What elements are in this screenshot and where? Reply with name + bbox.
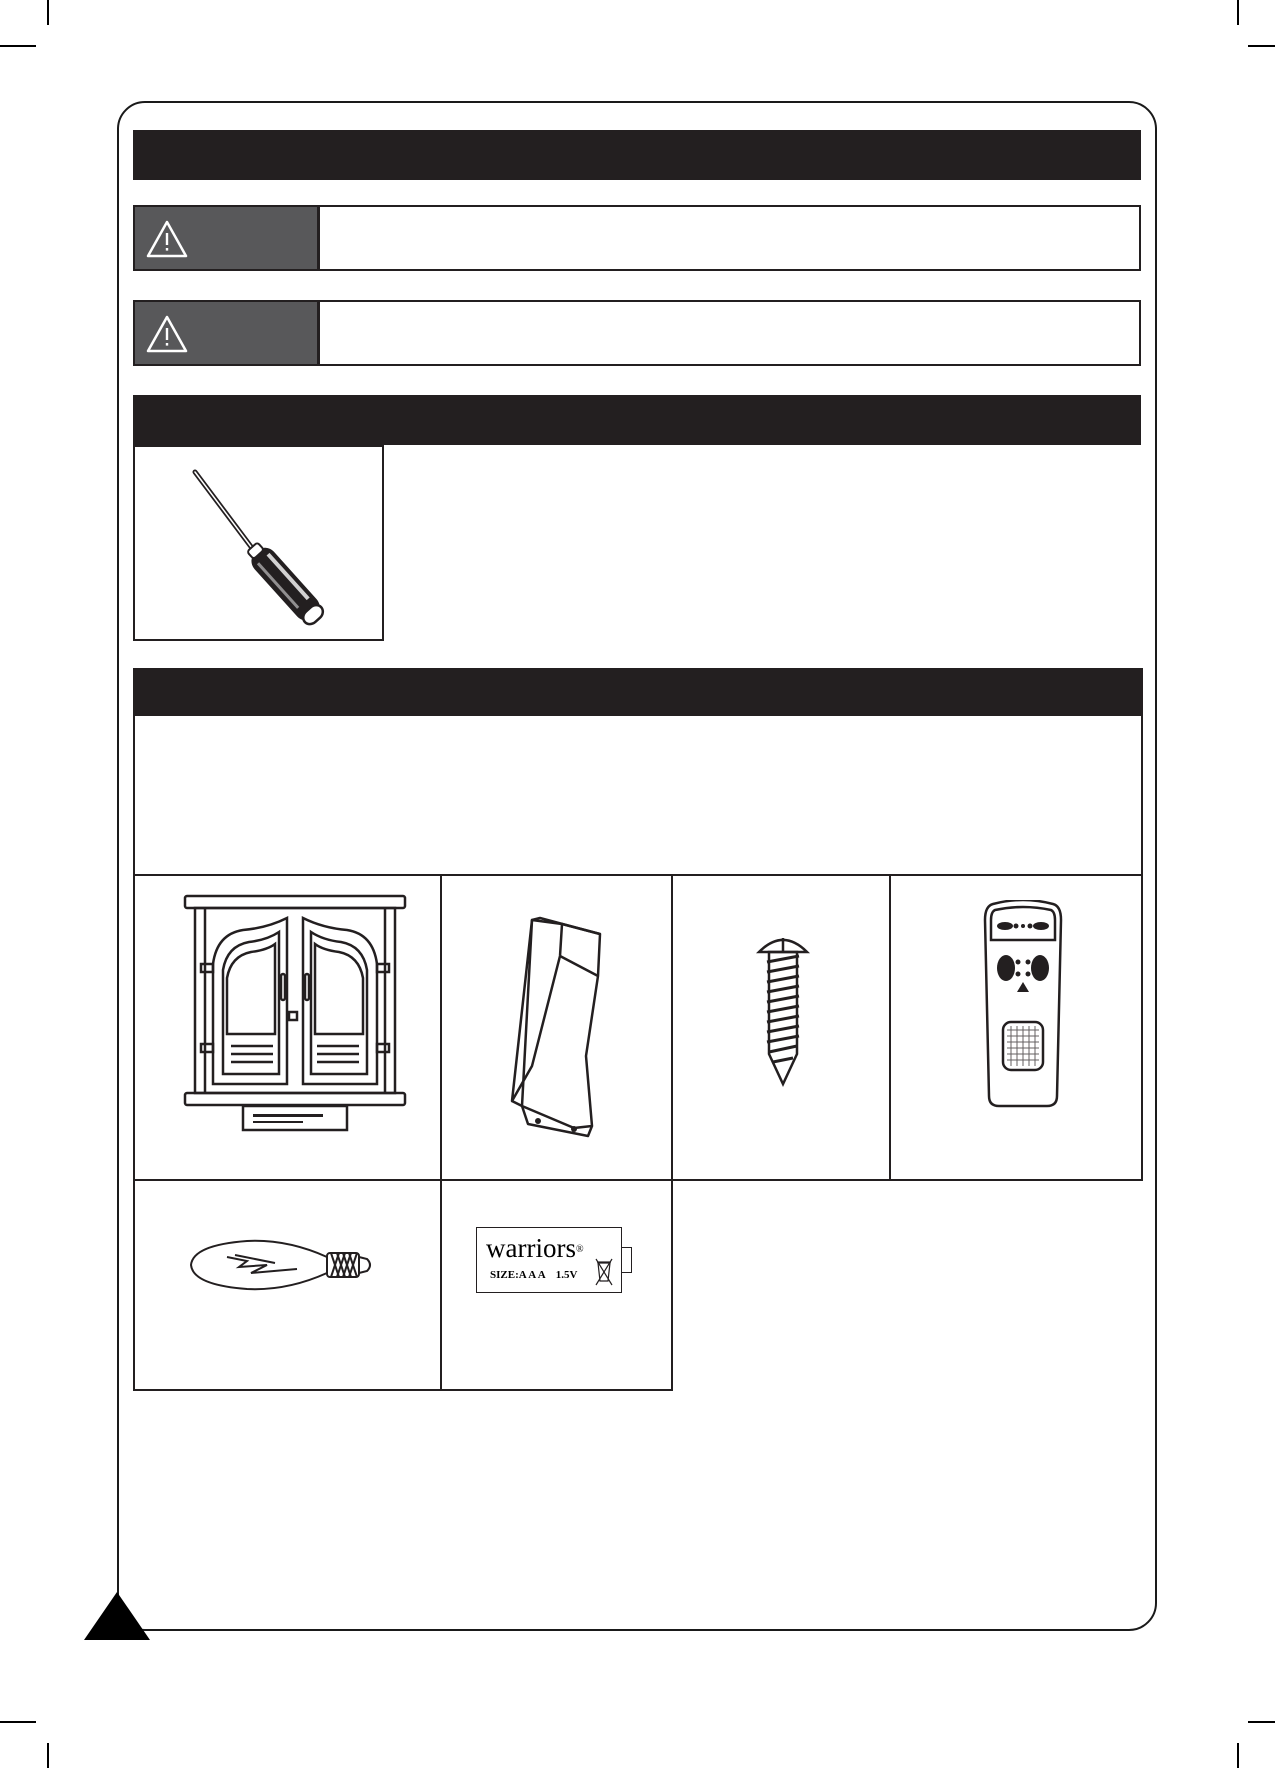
mounting-bracket-icon: [502, 916, 612, 1146]
battery-voltage: 1.5V: [555, 1269, 578, 1281]
battery-trademark: ®: [575, 1244, 584, 1255]
crop-mark: [47, 1743, 49, 1768]
battery-size: SIZE:A A A: [490, 1269, 546, 1281]
fireplace-stove-icon: [183, 894, 407, 1144]
battery-brand-name: warriors: [486, 1233, 576, 1263]
crop-mark: [1237, 0, 1239, 25]
page-corner-triangle: [82, 1590, 152, 1640]
warning-row-2: [133, 300, 1141, 366]
battery-terminal: [622, 1247, 632, 1273]
warning-row-1: [133, 205, 1141, 271]
light-bulb-icon: [187, 1233, 377, 1303]
part-cell-bulb: [133, 1179, 442, 1391]
warning-badge: [135, 207, 320, 269]
crop-mark: [1248, 45, 1275, 47]
top-header-bar: [133, 130, 1141, 180]
parts-header-bar: [133, 668, 1143, 718]
tools-header-bar: [133, 395, 1141, 445]
part-cell-screw: [671, 874, 891, 1181]
crop-mark: [1248, 1721, 1275, 1723]
crop-mark: [0, 1721, 36, 1723]
crossed-bin-icon: [594, 1257, 614, 1287]
warning-triangle-icon: [145, 219, 189, 259]
battery-spec: [490, 1269, 578, 1281]
aaa-battery-icon: [476, 1227, 636, 1295]
screw-icon: [753, 934, 813, 1094]
screwdriver-icon: [185, 462, 345, 627]
part-cell-bracket: [440, 874, 673, 1181]
crop-mark: [47, 0, 49, 25]
part-cell-fireplace: [133, 874, 442, 1181]
warning-badge: [135, 302, 320, 364]
part-cell-battery: [440, 1179, 673, 1391]
crop-mark: [0, 45, 36, 47]
warning-triangle-icon: [145, 314, 189, 354]
part-cell-remote: [889, 874, 1143, 1181]
parts-text-area: [133, 716, 1143, 876]
remote-control-icon: [983, 900, 1063, 1110]
battery-brand: [486, 1233, 584, 1263]
crop-mark: [1237, 1743, 1239, 1768]
tool-box-screwdriver: [133, 445, 384, 641]
